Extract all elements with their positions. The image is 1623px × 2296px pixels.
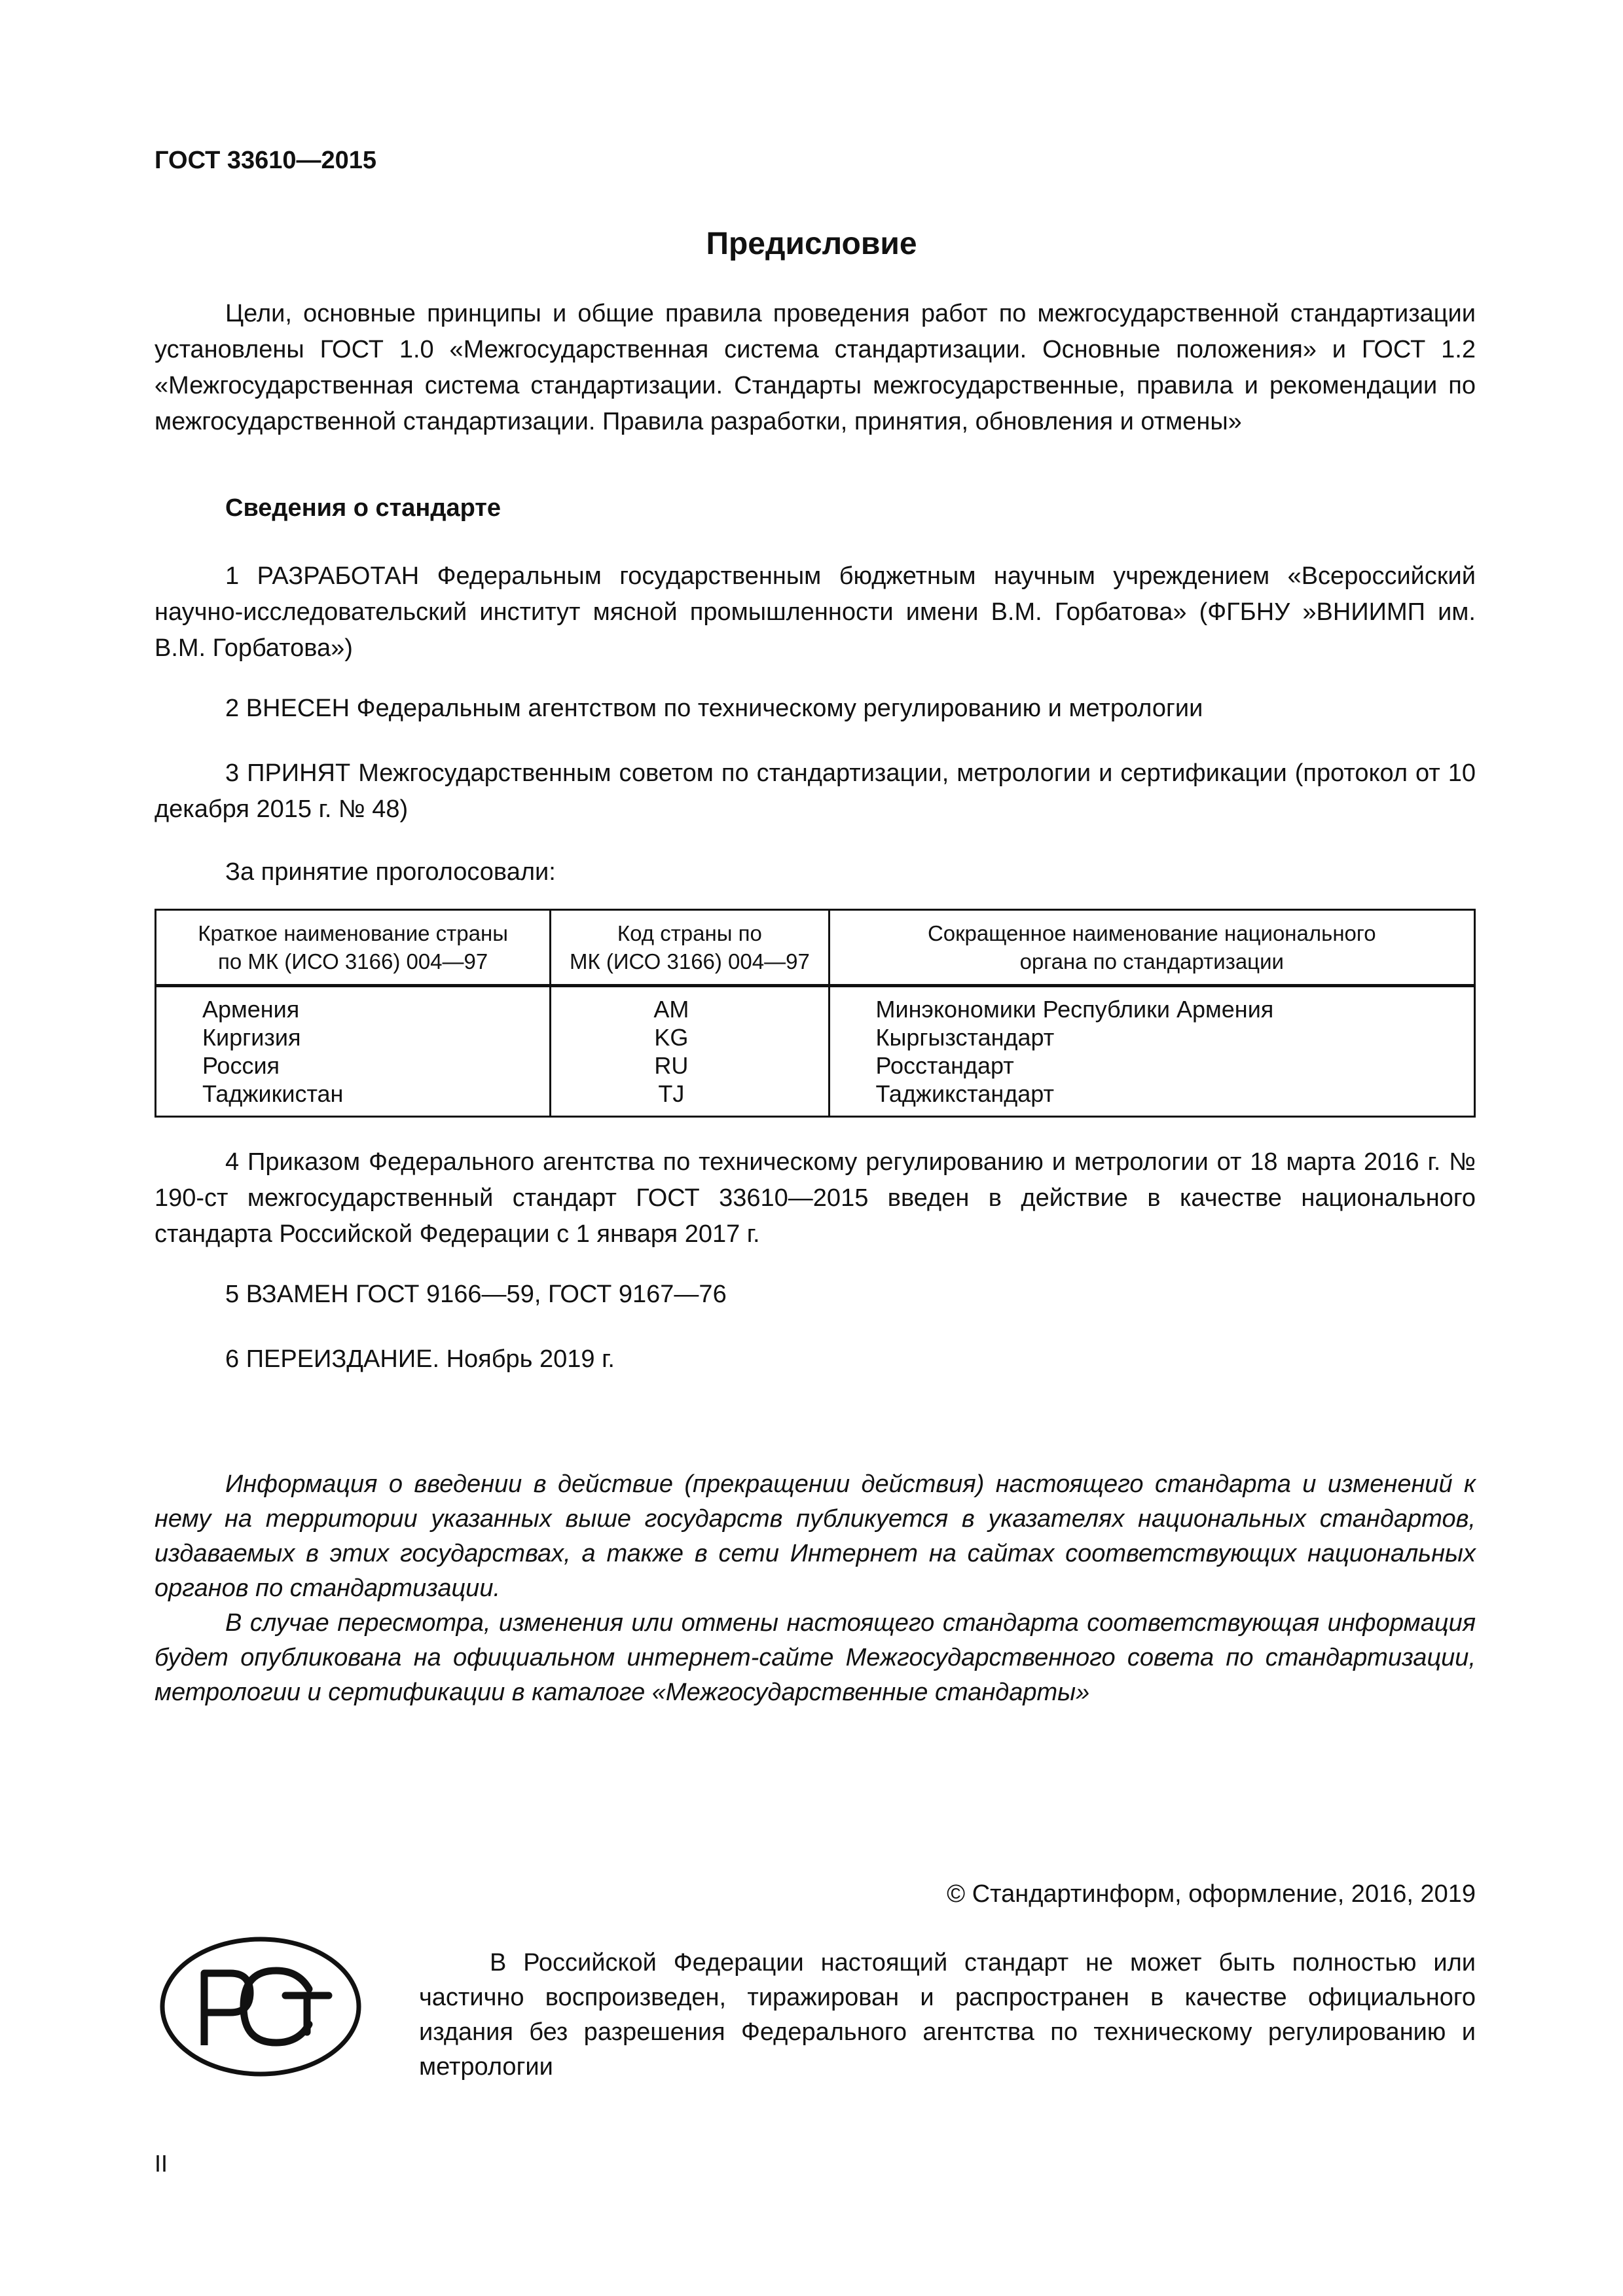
page-title: Предисловие: [706, 227, 917, 261]
item-5: 5 ВЗАМЕН ГОСТ 9166—59, ГОСТ 9167—76: [225, 1281, 727, 1308]
cell-code: RU: [551, 1051, 829, 1080]
item-1: 1 РАЗРАБОТАН Федеральным государственным бюджетным научным учреждением «Всероссийский научно-исследовательский институт мясной промышленности имени В.М. Горбатова» (ФГБНУ »ВНИИМП им. В.М. Горбатова»): [155, 562, 1476, 662]
header-line: Код страны по: [617, 921, 762, 945]
cell-body: Таджикстандарт: [829, 1080, 1474, 1117]
table-row: [156, 986, 1475, 1024]
header-country-name: [156, 910, 551, 986]
cell-code: AM: [551, 986, 829, 1024]
header-line: по МК (ИСО 3166) 004—97: [217, 949, 488, 974]
cell-body: Росстандарт: [829, 1051, 1474, 1080]
cell-country: Киргизия: [156, 1023, 551, 1051]
table-row: [156, 1023, 1475, 1051]
table-row: [156, 1051, 1475, 1080]
header-line: Сокращенное наименование национального: [927, 921, 1376, 945]
copyright-notice: © Стандартинформ, оформление, 2016, 2019: [947, 1880, 1476, 1908]
vote-intro: За принятие проголосовали:: [225, 858, 556, 886]
cell-country: Россия: [156, 1051, 551, 1080]
item-4: 4 Приказом Федерального агентства по техническому регулированию и метрологии от 18 марта 2016 г. № 190-ст межгосударственный стандарт ГОСТ 33610—2015 введен в действие в качестве национального стандарта Российской Федерации с 1 января 2017 г.: [155, 1148, 1476, 1248]
header-line: органа по стандартизации: [1019, 949, 1284, 974]
votes-table: [155, 909, 1476, 1118]
rst-certification-mark-icon: [157, 1933, 373, 2083]
logo-graphic: [157, 1933, 373, 2083]
header-standards-body: [829, 910, 1474, 986]
page-number: II: [155, 2150, 168, 2177]
table-header-row: [156, 910, 1475, 986]
item-2: 2 ВНЕСЕН Федеральным агентством по техническому регулированию и метрологии: [225, 695, 1203, 722]
intro-paragraph: Цели, основные принципы и общие правила проведения работ по межгосударственной стандартизации установлены ГОСТ 1.0 «Межгосударственная система стандартизации. Основные положения» и ГОСТ 1.2 «Межгосударственная система стандартизации. Стандарты межгосударственные, правила и рекомендации по межгосударственной стандартизации. Правила разработки, принятия, обновления и отмены»: [155, 300, 1476, 435]
item-3: 3 ПРИНЯТ Межгосударственным советом по стандартизации, метрологии и сертификации (протокол от 10 декабря 2015 г. № 48): [155, 759, 1476, 823]
standard-id: ГОСТ 33610—2015: [155, 147, 377, 174]
cell-body: Минэкономики Республики Армения: [829, 986, 1474, 1024]
table-row: [156, 1080, 1475, 1117]
item-6: 6 ПЕРЕИЗДАНИЕ. Ноябрь 2019 г.: [225, 1345, 615, 1373]
header-country-code: [551, 910, 829, 986]
cell-country: Таджикистан: [156, 1080, 551, 1117]
cell-code: TJ: [551, 1080, 829, 1117]
header-line: МК (ИСО 3166) 004—97: [569, 949, 810, 974]
info-paragraph-1: Информация о введении в действие (прекращении действия) настоящего стандарта и изменений к нему на территории указанных выше государств публикуется в указателях национальных стандартов, издаваемых в этих государствах, а также в сети Интернет на сайтах соответствующих национальных органов по стандартизации.: [155, 1470, 1476, 1602]
legal-notice: В Российской Федерации настоящий стандарт не может быть полностью или частично воспроизведен, тиражирован и распространен в качестве официального издания без разрешения Федерального агентства по техническому регулированию и метрологии: [419, 1949, 1476, 2081]
cell-country: Армения: [156, 986, 551, 1024]
info-paragraph-2: В случае пересмотра, изменения или отмены настоящего стандарта соответствующая информация будет опубликована на официальном интернет-сайте Межгосударственного совета по стандартизации, метрологии и сертификации в каталоге «Межгосударственные стандарты»: [155, 1609, 1476, 1706]
section-title: Сведения о стандарте: [225, 494, 501, 522]
cell-body: Кыргызстандарт: [829, 1023, 1474, 1051]
cell-code: KG: [551, 1023, 829, 1051]
header-line: Краткое наименование страны: [198, 921, 508, 945]
